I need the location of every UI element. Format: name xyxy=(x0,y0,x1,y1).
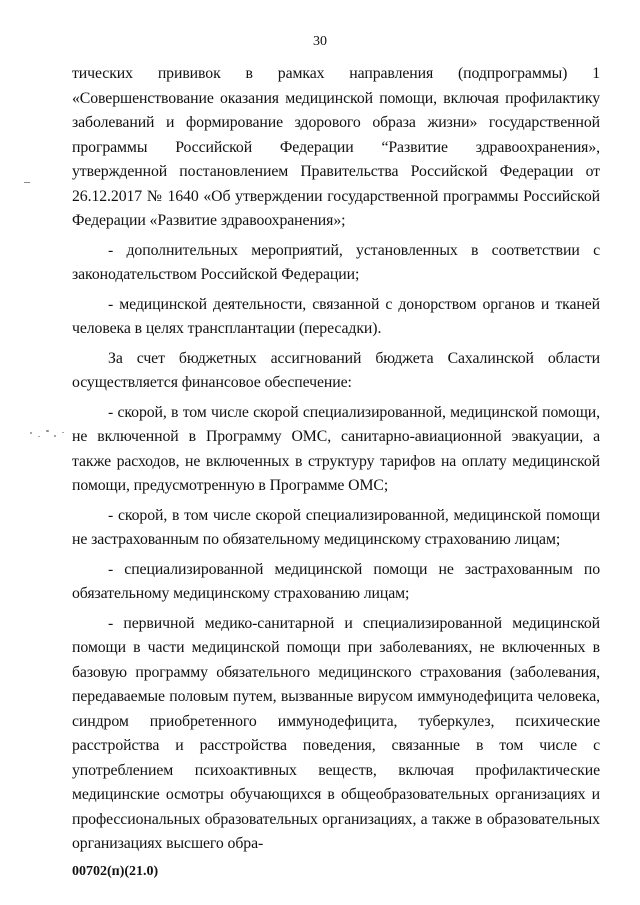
scan-speck xyxy=(54,435,56,437)
paragraph-regional-budget: За счет бюджетных ассигнований бюджета Сахалинской области осуществляется финансовое обеспечение: xyxy=(72,349,600,391)
paragraph-continuation: тических прививок в рамках направления (подпрограммы) 1 «Совершенствование оказания медицинской помощи, включая профилактику заболеваний и формирование здорового образа жизни» государственной программы Российской Федерации “Развитие здравоохранения», утвержденной постановлением Правительства Российской Федерации от 26.12.2017 № 1640 «Об утверждении государственной программы Российской Федерации «Развитие здравоохранения»; xyxy=(72,65,600,229)
scan-speck xyxy=(24,182,30,183)
scan-speck xyxy=(46,430,49,432)
scan-speck xyxy=(30,432,32,434)
scan-speck xyxy=(62,432,64,433)
document-code: 00702(п)(21.0) xyxy=(72,864,159,879)
list-item-emergency-care-outside-oms: - скорой, в том числе скорой специализированной, медицинской помощи, не включенной в Программу ОМС, санитарно-авиационной эвакуации, а также расходов, не включенных в структуру тарифов на оплату медицинской помощи, предусмотренную в Программе ОМС; xyxy=(72,403,600,494)
list-item-primary-care-diseases: - первичной медико-санитарной и специализированной медицинской помощи в части медицинской помощи при заболеваниях, не включенных в базовую программу обязательного медицинского страхования (заболевания, передаваемые половым путем, вызванные вирусом иммунодефицита человека, синдром приобретенного иммунодефицита, туберкулез, психические расстройства и расстройства поведения, связанные в том числе с употреблением психоактивных веществ, включая профилактические медицинские осмотры обучающихся в общеобразовательных организациях и профессиональных образовательных организациях, а также в образовательных организациях высшего обра- xyxy=(72,614,600,852)
scan-speck xyxy=(38,436,40,437)
list-item-specialized-care-uninsured: - специализированной медицинской помощи не застрахованным по обязательному медицинскому страхованию лицам; xyxy=(72,560,600,602)
list-item-emergency-care-uninsured: - скорой, в том числе скорой специализированной, медицинской помощи не застрахованным по обязательному медицинскому страхованию лицам; xyxy=(72,506,600,548)
page-number: 30 xyxy=(313,34,327,49)
list-item-additional-measures: - дополнительных мероприятий, установленных в соответствии с законодательством Российской Федерации; xyxy=(72,241,600,283)
document-body xyxy=(72,62,600,857)
list-item-donation-activity: - медицинской деятельности, связанной с донорством органов и тканей человека в целях трансплантации (пересадки). xyxy=(72,295,600,337)
